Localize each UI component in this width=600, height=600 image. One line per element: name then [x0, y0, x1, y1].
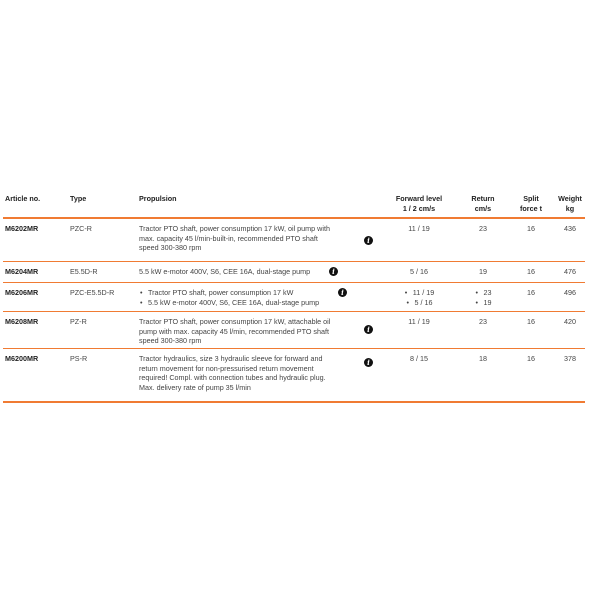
forward-level-cell: [387, 288, 451, 307]
propulsion-line: required! Compl. with connection tubes and hydraulic plug.: [139, 373, 326, 383]
forward-level-cell: 11 / 19: [408, 224, 430, 233]
propulsion-line: pump with max. capacity 45 l/min, recommended PTO shaft: [139, 326, 330, 336]
propulsion-line: Tractor PTO shaft, power consumption 17 kW, oil pump with: [139, 224, 330, 233]
split-force-cell: 16: [527, 267, 535, 276]
propulsion-line: Tractor hydraulics, size 3 hydraulic sleeve for forward and: [139, 354, 323, 363]
propulsion-cell: [139, 317, 364, 346]
propulsion-line: return movement for non-pressurised return movement: [139, 363, 314, 373]
header-split-line2: force t: [520, 203, 542, 213]
propulsion-bullet: • Tractor PTO shaft, power consumption 17 kW: [139, 288, 364, 298]
header-return-line1: Return: [471, 194, 495, 203]
header-forward-line2: 1 / 2 cm/s: [402, 203, 436, 213]
return-cell: 18: [479, 354, 487, 363]
article-number: M6208MR: [5, 317, 39, 326]
return-cell: 23: [479, 317, 487, 326]
type-cell: PZ-R: [70, 317, 87, 326]
weight-cell: 436: [564, 224, 576, 233]
weight-cell: 476: [564, 267, 576, 276]
forward-level-cell: 5 / 16: [410, 267, 428, 276]
propulsion-line: max. capacity 45 l/min-built-in, recommended PTO shaft: [139, 233, 318, 243]
header-weight-line1: Weight: [558, 194, 582, 203]
split-force-cell: 16: [527, 317, 535, 326]
propulsion-line: Max. delivery rate of pump 35 l/min: [139, 382, 251, 392]
table-header: [3, 185, 585, 219]
weight-cell: 378: [564, 354, 576, 363]
article-number: M6204MR: [5, 267, 39, 276]
propulsion-cell: [139, 224, 364, 253]
header-split-force: [511, 194, 551, 213]
type-cell: PZC-E5.5D-R: [70, 288, 115, 297]
propulsion-cell: [139, 354, 364, 392]
article-number: M6202MR: [5, 224, 39, 233]
header-return-line2: cm/s: [474, 203, 492, 213]
forward-bullet: • 5 / 16: [406, 298, 433, 308]
table-row: [3, 349, 585, 403]
return-cell: [457, 288, 509, 307]
split-force-cell: 16: [527, 288, 535, 297]
article-number: M6206MR: [5, 288, 39, 297]
split-force-cell: 16: [527, 224, 535, 233]
info-icon[interactable]: i: [364, 325, 373, 334]
header-forward-level: [387, 194, 451, 213]
type-cell: PZC-R: [70, 224, 92, 233]
header-return: [457, 194, 509, 213]
propulsion-cell: [139, 288, 364, 307]
table-row: [3, 219, 585, 262]
header-article: Article no.: [5, 194, 41, 203]
info-icon[interactable]: i: [338, 288, 347, 297]
table-row: [3, 312, 585, 349]
forward-bullet: • 11 / 19: [404, 288, 434, 298]
weight-cell: 420: [564, 317, 576, 326]
return-cell: 19: [479, 267, 487, 276]
type-cell: PS-R: [70, 354, 88, 363]
table-row: [3, 262, 585, 283]
propulsion-line: Tractor PTO shaft, power consumption 17 kW, attachable oil: [139, 317, 331, 326]
propulsion-line: 5.5 kW e-motor 400V, S6, CEE 16A, dual-stage pump: [139, 267, 311, 276]
return-bullet: • 23: [475, 288, 492, 298]
return-bullet: • 19: [475, 298, 492, 308]
info-icon[interactable]: i: [364, 358, 373, 367]
info-icon[interactable]: i: [329, 267, 338, 276]
info-icon[interactable]: i: [364, 236, 373, 245]
propulsion-line: speed 300-380 rpm: [139, 243, 202, 253]
type-cell: E5.5D-R: [70, 267, 98, 276]
header-forward-line1: Forward level: [395, 194, 443, 203]
product-spec-table: [3, 185, 585, 403]
article-number: M6200MR: [5, 354, 39, 363]
split-force-cell: 16: [527, 354, 535, 363]
weight-cell: 496: [564, 288, 576, 297]
header-split-line1: Split: [523, 194, 539, 203]
propulsion-bullet: • 5.5 kW e-motor 400V, S6, CEE 16A, dual-stage pump: [139, 298, 364, 308]
header-weight-line2: kg: [565, 203, 575, 213]
forward-level-cell: 11 / 19: [408, 317, 430, 326]
header-weight: [551, 194, 589, 213]
propulsion-line: speed 300-380 rpm: [139, 336, 202, 346]
header-type: Type: [70, 194, 87, 203]
return-cell: 23: [479, 224, 487, 233]
forward-level-cell: 8 / 15: [410, 354, 428, 363]
table-row: [3, 283, 585, 312]
header-propulsion: Propulsion: [139, 194, 177, 203]
